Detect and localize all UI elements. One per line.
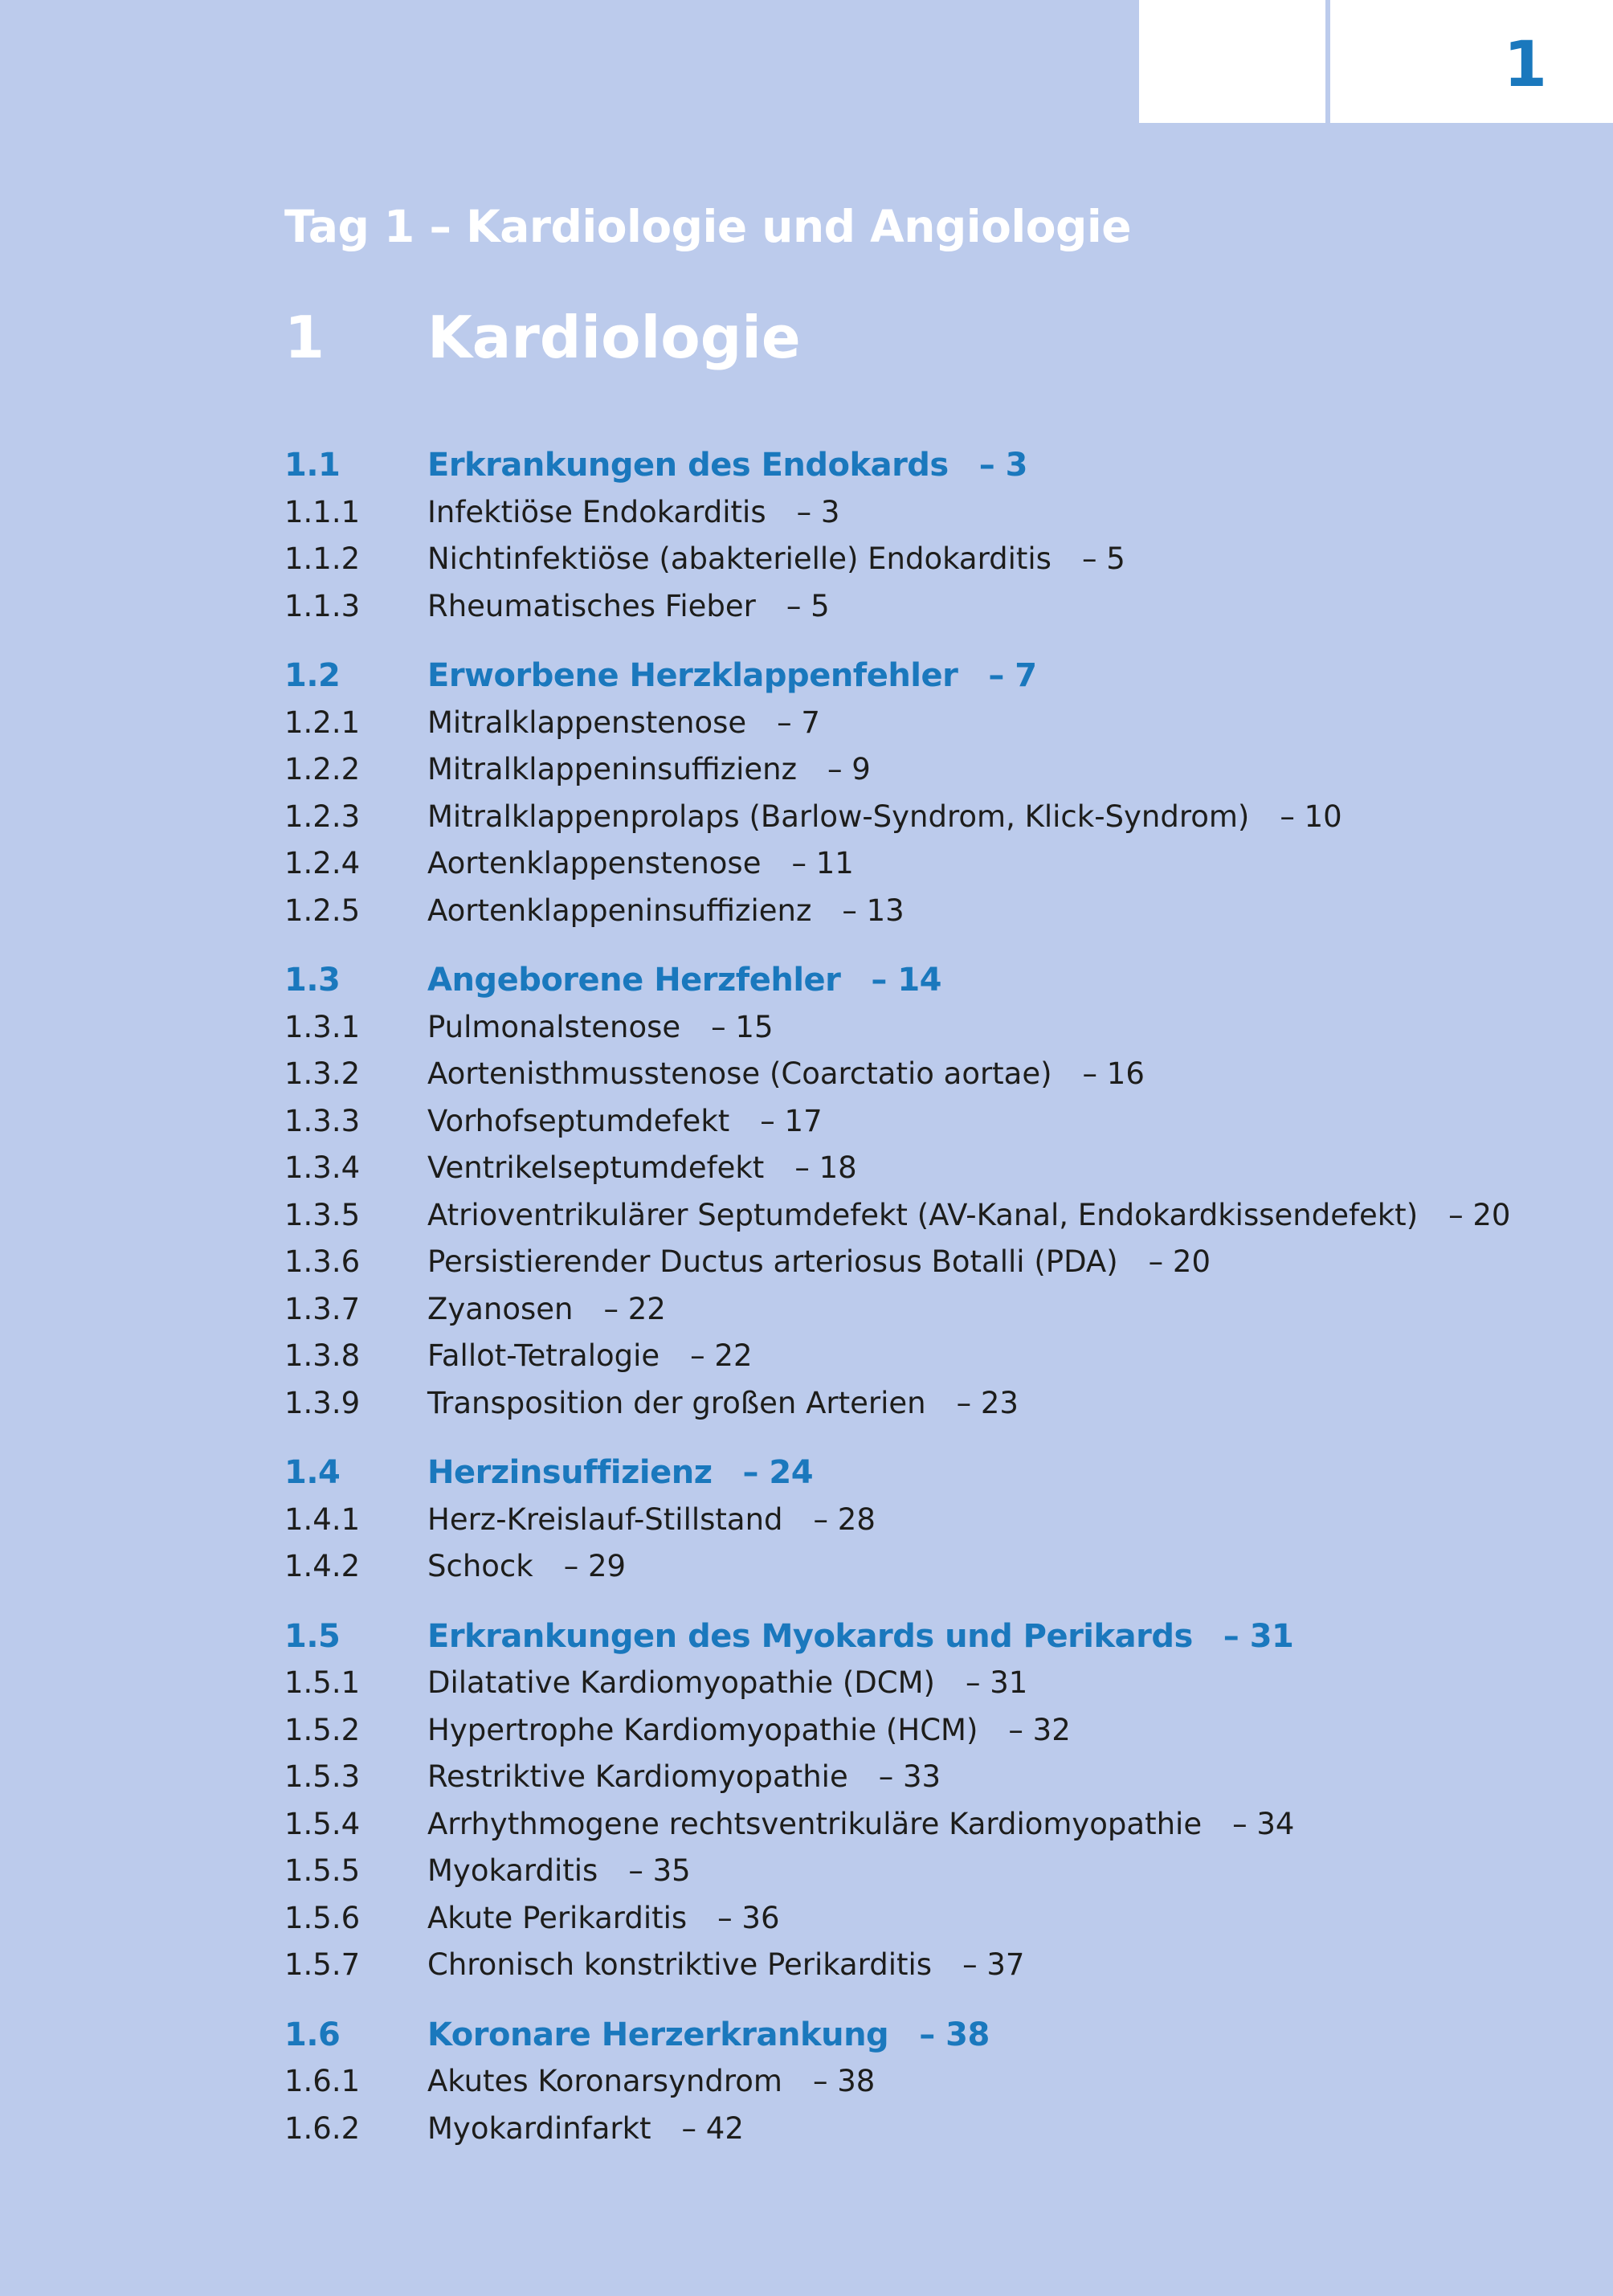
toc-entry-title-text: Transposition der großen Arterien <box>427 1385 926 1420</box>
toc-entry-number: 1.2.1 <box>284 705 361 740</box>
toc-entry-page: – 29 <box>563 1549 627 1583</box>
toc-entry-title <box>427 1895 780 1943</box>
toc-entry-number: 1.2.2 <box>284 752 361 786</box>
toc-entry[interactable] <box>284 1707 1586 1755</box>
toc-entry[interactable] <box>284 1801 1586 1849</box>
toc-entry[interactable] <box>284 2058 1586 2106</box>
toc-entry[interactable] <box>284 746 1586 794</box>
toc-section-heading[interactable] <box>284 1613 1586 1661</box>
toc-entry-number: 1.3.1 <box>284 1009 361 1044</box>
toc-entry-number: 1.5.7 <box>284 1947 361 1982</box>
toc-section-heading[interactable] <box>284 2012 1586 2059</box>
toc-section-heading-title-text: Herzinsuffizienz <box>427 1454 713 1491</box>
toc-entry-page: – 31 <box>965 1665 1028 1700</box>
toc-entry-title-text: Akute Perikarditis <box>427 1900 688 1935</box>
toc-entry-page: – 10 <box>1280 799 1342 834</box>
toc-section-heading-number: 1.4 <box>284 1454 341 1491</box>
toc-entry[interactable] <box>284 1333 1586 1380</box>
toc-section-heading-title-text: Angeborene Herzfehler <box>427 962 841 999</box>
toc-entry-title-text: Mitralklappeninsuffizienz <box>427 752 798 786</box>
toc-entry-title-text: Pulmonalstenose <box>427 1009 681 1044</box>
toc-entry-title <box>427 700 820 747</box>
toc-entry[interactable] <box>284 1895 1586 1943</box>
chapter-tab-number: 1 <box>1503 29 1547 101</box>
toc-entry-title <box>427 536 1125 583</box>
toc-entry-page: – 32 <box>1008 1712 1071 1747</box>
toc-entry-title-text: Mitralklappenprolaps (Barlow-Syndrom, Klick-Syndrom) <box>427 799 1250 834</box>
toc-section-heading[interactable] <box>284 442 1586 489</box>
toc-entry-page: – 22 <box>690 1338 753 1373</box>
toc-section-heading-page: – 3 <box>978 447 1028 484</box>
chapter-title: Kardiologie <box>427 304 801 371</box>
toc-entry-number: 1.1.2 <box>284 541 361 576</box>
toc-entry-number: 1.3.8 <box>284 1338 361 1373</box>
toc-entry[interactable] <box>284 1543 1586 1591</box>
toc-entry-page: – 23 <box>956 1385 1019 1420</box>
toc-section-heading-title-text: Koronare Herzerkrankung <box>427 2016 889 2053</box>
toc-entry-title <box>427 1942 1024 1989</box>
toc-entry-page: – 18 <box>794 1150 857 1185</box>
toc-section <box>284 2012 1586 2153</box>
toc-section <box>284 442 1586 630</box>
toc-entry-number: 1.4.2 <box>284 1549 361 1583</box>
chapter-number: 1 <box>284 304 325 371</box>
toc-entry[interactable] <box>284 1192 1586 1240</box>
toc-entry-title-text: Nichtinfektiöse (abakterielle) Endokarditis <box>427 541 1052 576</box>
toc-entry[interactable] <box>284 1660 1586 1707</box>
toc-entry-number: 1.5.5 <box>284 1853 361 1888</box>
toc-entry-title <box>427 489 839 537</box>
toc-entry-title-text: Fallot-Tetralogie <box>427 1338 660 1373</box>
toc-entry-title-text: Arrhythmogene rechtsventrikuläre Kardiomyopathie <box>427 1806 1203 1841</box>
toc-section-heading-number: 1.1 <box>284 447 341 484</box>
toc-entry-title-text: Mitralklappenstenose <box>427 705 747 740</box>
toc-entry-number: 1.2.3 <box>284 799 361 834</box>
toc-entry-title <box>427 1754 941 1801</box>
toc-entry-number: 1.1.1 <box>284 494 361 529</box>
toc-entry-title-text: Persistierender Ductus arteriosus Botalli (PDA) <box>427 1244 1118 1279</box>
toc-entry-number: 1.5.2 <box>284 1712 361 1747</box>
toc-entry-number: 1.2.5 <box>284 893 361 928</box>
toc-entry-title-text: Aortenklappenstenose <box>427 846 762 880</box>
toc-entry[interactable] <box>284 1051 1586 1098</box>
toc-section <box>284 1449 1586 1591</box>
toc-entry-number: 1.3.2 <box>284 1056 361 1091</box>
toc-entry-title <box>427 1380 1019 1428</box>
toc-entry-page: – 34 <box>1232 1806 1295 1841</box>
toc-section <box>284 652 1586 934</box>
toc-entry[interactable] <box>284 536 1586 583</box>
toc-entry[interactable] <box>284 1942 1586 1989</box>
toc-section <box>284 957 1586 1427</box>
toc-entry-page: – 37 <box>962 1947 1025 1982</box>
toc-entry-page: – 15 <box>711 1009 774 1044</box>
toc-entry-title-text: Rheumatisches Fieber <box>427 588 756 623</box>
day-title: Tag 1 – Kardiologie und Angiologie <box>284 201 1132 252</box>
toc-entry-title <box>427 1239 1211 1286</box>
toc-entry-title-text: Infektiöse Endokarditis <box>427 494 766 529</box>
toc-entry-page: – 20 <box>1148 1244 1211 1279</box>
toc-entry[interactable] <box>284 794 1586 841</box>
table-of-contents <box>284 442 1586 2175</box>
toc-section-heading-title-text: Erkrankungen des Myokards und Perikards <box>427 1617 1193 1655</box>
toc-entry-title-text: Restriktive Kardiomyopathie <box>427 1759 848 1794</box>
toc-entry[interactable] <box>284 2106 1586 2153</box>
toc-entry-title <box>427 1286 666 1334</box>
toc-entry-page: – 5 <box>786 588 830 623</box>
toc-entry-number: 1.6.2 <box>284 2110 361 2146</box>
toc-entry-page: – 20 <box>1448 1197 1511 1232</box>
toc-section-heading-title <box>427 652 1037 700</box>
toc-entry-title <box>427 1848 691 1895</box>
toc-entry-title <box>427 1707 1071 1755</box>
toc-section-heading[interactable] <box>284 957 1586 1004</box>
toc-entry-number: 1.3.4 <box>284 1150 361 1185</box>
toc-entry-title <box>427 1192 1510 1240</box>
toc-entry-page: – 3 <box>796 494 840 529</box>
toc-entry-number: 1.6.1 <box>284 2064 361 2098</box>
toc-entry-title-text: Ventrikelseptumdefekt <box>427 1150 765 1185</box>
toc-section-heading-number: 1.5 <box>284 1617 341 1655</box>
toc-entry-title-text: Schock <box>427 1549 533 1583</box>
toc-section-heading-page: – 31 <box>1223 1617 1294 1655</box>
toc-entry-number: 1.3.9 <box>284 1385 361 1420</box>
toc-section-heading-number: 1.6 <box>284 2016 341 2053</box>
toc-section-heading-title <box>427 1613 1293 1661</box>
toc-entry-title <box>427 840 854 888</box>
toc-entry-number: 1.3.6 <box>284 1244 361 1279</box>
toc-entry-title-text: Aortenklappeninsuffizienz <box>427 893 812 928</box>
toc-entry-page: – 5 <box>1081 541 1125 576</box>
toc-entry-page: – 11 <box>791 846 854 880</box>
toc-entry-title-text: Myokarditis <box>427 1853 598 1888</box>
toc-entry-title <box>427 1051 1145 1098</box>
toc-section-heading-title <box>427 442 1027 489</box>
toc-entry-page: – 13 <box>842 893 905 928</box>
toc-entry-title-text: Atrioventrikulärer Septumdefekt (AV-Kanal, Endokardkissendefekt) <box>427 1197 1419 1232</box>
toc-entry-page: – 28 <box>813 1501 876 1537</box>
toc-entry-page: – 35 <box>628 1853 691 1888</box>
toc-section-heading-title-text: Erworbene Herzklappenfehler <box>427 657 958 694</box>
toc-entry-title-text: Zyanosen <box>427 1291 574 1326</box>
toc-entry-title-text: Myokardinfarkt <box>427 2110 651 2146</box>
toc-entry[interactable] <box>284 840 1586 888</box>
toc-entry[interactable] <box>284 583 1586 631</box>
toc-entry-number: 1.3.7 <box>284 1291 361 1326</box>
toc-entry-title-text: Herz-Kreislauf-Stillstand <box>427 1501 783 1537</box>
toc-entry[interactable] <box>284 1848 1586 1895</box>
header-tab-blank <box>1139 0 1325 123</box>
toc-entry-page: – 9 <box>827 752 871 786</box>
toc-entry-page: – 16 <box>1082 1056 1145 1091</box>
toc-entry-title-text: Chronisch konstriktive Perikarditis <box>427 1947 933 1982</box>
toc-entry[interactable] <box>284 1497 1586 1544</box>
toc-entry-page: – 7 <box>777 705 820 740</box>
toc-entry-page: – 42 <box>681 2110 744 2146</box>
toc-entry-number: 1.5.1 <box>284 1665 361 1700</box>
toc-entry-number: 1.5.3 <box>284 1759 361 1794</box>
toc-entry[interactable] <box>284 1145 1586 1192</box>
toc-entry[interactable] <box>284 489 1586 537</box>
toc-entry-title <box>427 746 871 794</box>
toc-entry-title <box>427 888 905 935</box>
toc-entry-title <box>427 1004 774 1052</box>
toc-entry-number: 1.3.3 <box>284 1103 361 1138</box>
toc-entry-page: – 36 <box>717 1900 780 1935</box>
toc-entry-title-text: Dilatative Kardiomyopathie (DCM) <box>427 1665 935 1700</box>
toc-entry[interactable] <box>284 1239 1586 1286</box>
toc-section <box>284 1613 1586 1989</box>
toc-entry-title-text: Vorhofseptumdefekt <box>427 1103 730 1138</box>
toc-entry-number: 1.4.1 <box>284 1501 361 1537</box>
toc-entry[interactable] <box>284 888 1586 935</box>
toc-section-heading-number: 1.3 <box>284 962 341 999</box>
toc-section-heading-page: – 7 <box>988 657 1037 694</box>
toc-entry-title <box>427 794 1342 841</box>
toc-entry-number: 1.2.4 <box>284 846 361 880</box>
toc-entry-page: – 38 <box>812 2064 876 2098</box>
toc-section-heading-title-text: Erkrankungen des Endokards <box>427 447 949 484</box>
toc-entry-number: 1.5.4 <box>284 1806 361 1841</box>
toc-entry-number: 1.1.3 <box>284 588 361 623</box>
toc-entry-title <box>427 2058 875 2106</box>
toc-entry-title <box>427 1145 857 1192</box>
toc-section-heading-title <box>427 2012 990 2059</box>
toc-entry-title <box>427 1497 876 1544</box>
toc-entry-page: – 33 <box>878 1759 941 1794</box>
toc-entry[interactable] <box>284 1098 1586 1146</box>
toc-entry-title <box>427 583 830 631</box>
toc-entry-title <box>427 1660 1027 1707</box>
toc-section-heading-page: – 24 <box>742 1454 814 1491</box>
toc-section-heading[interactable] <box>284 1449 1586 1497</box>
toc-entry-page: – 17 <box>760 1103 823 1138</box>
toc-entry-title <box>427 2106 744 2153</box>
toc-entry[interactable] <box>284 1754 1586 1801</box>
toc-entry-title <box>427 1543 626 1591</box>
toc-entry[interactable] <box>284 700 1586 747</box>
toc-entry-number: 1.5.6 <box>284 1900 361 1935</box>
toc-section-heading-title <box>427 957 941 1004</box>
toc-entry[interactable] <box>284 1004 1586 1052</box>
toc-entry-title-text: Hypertrophe Kardiomyopathie (HCM) <box>427 1712 978 1747</box>
toc-section-heading-number: 1.2 <box>284 657 341 694</box>
toc-entry[interactable] <box>284 1380 1586 1428</box>
toc-entry-page: – 22 <box>603 1291 666 1326</box>
toc-section-heading[interactable] <box>284 652 1586 700</box>
toc-entry-title-text: Akutes Koronarsyndrom <box>427 2064 782 2098</box>
toc-entry-title <box>427 1801 1294 1849</box>
toc-section-heading-page: – 14 <box>871 962 941 999</box>
toc-section-heading-title <box>427 1449 813 1497</box>
toc-section-heading-page: – 38 <box>919 2016 990 2053</box>
toc-entry-number: 1.3.5 <box>284 1197 361 1232</box>
toc-entry[interactable] <box>284 1286 1586 1334</box>
toc-entry-title <box>427 1333 752 1380</box>
chapter-tab <box>1330 0 1613 123</box>
toc-entry-title-text: Aortenisthmusstenose (Coarctatio aortae) <box>427 1056 1052 1091</box>
toc-entry-title <box>427 1098 823 1146</box>
